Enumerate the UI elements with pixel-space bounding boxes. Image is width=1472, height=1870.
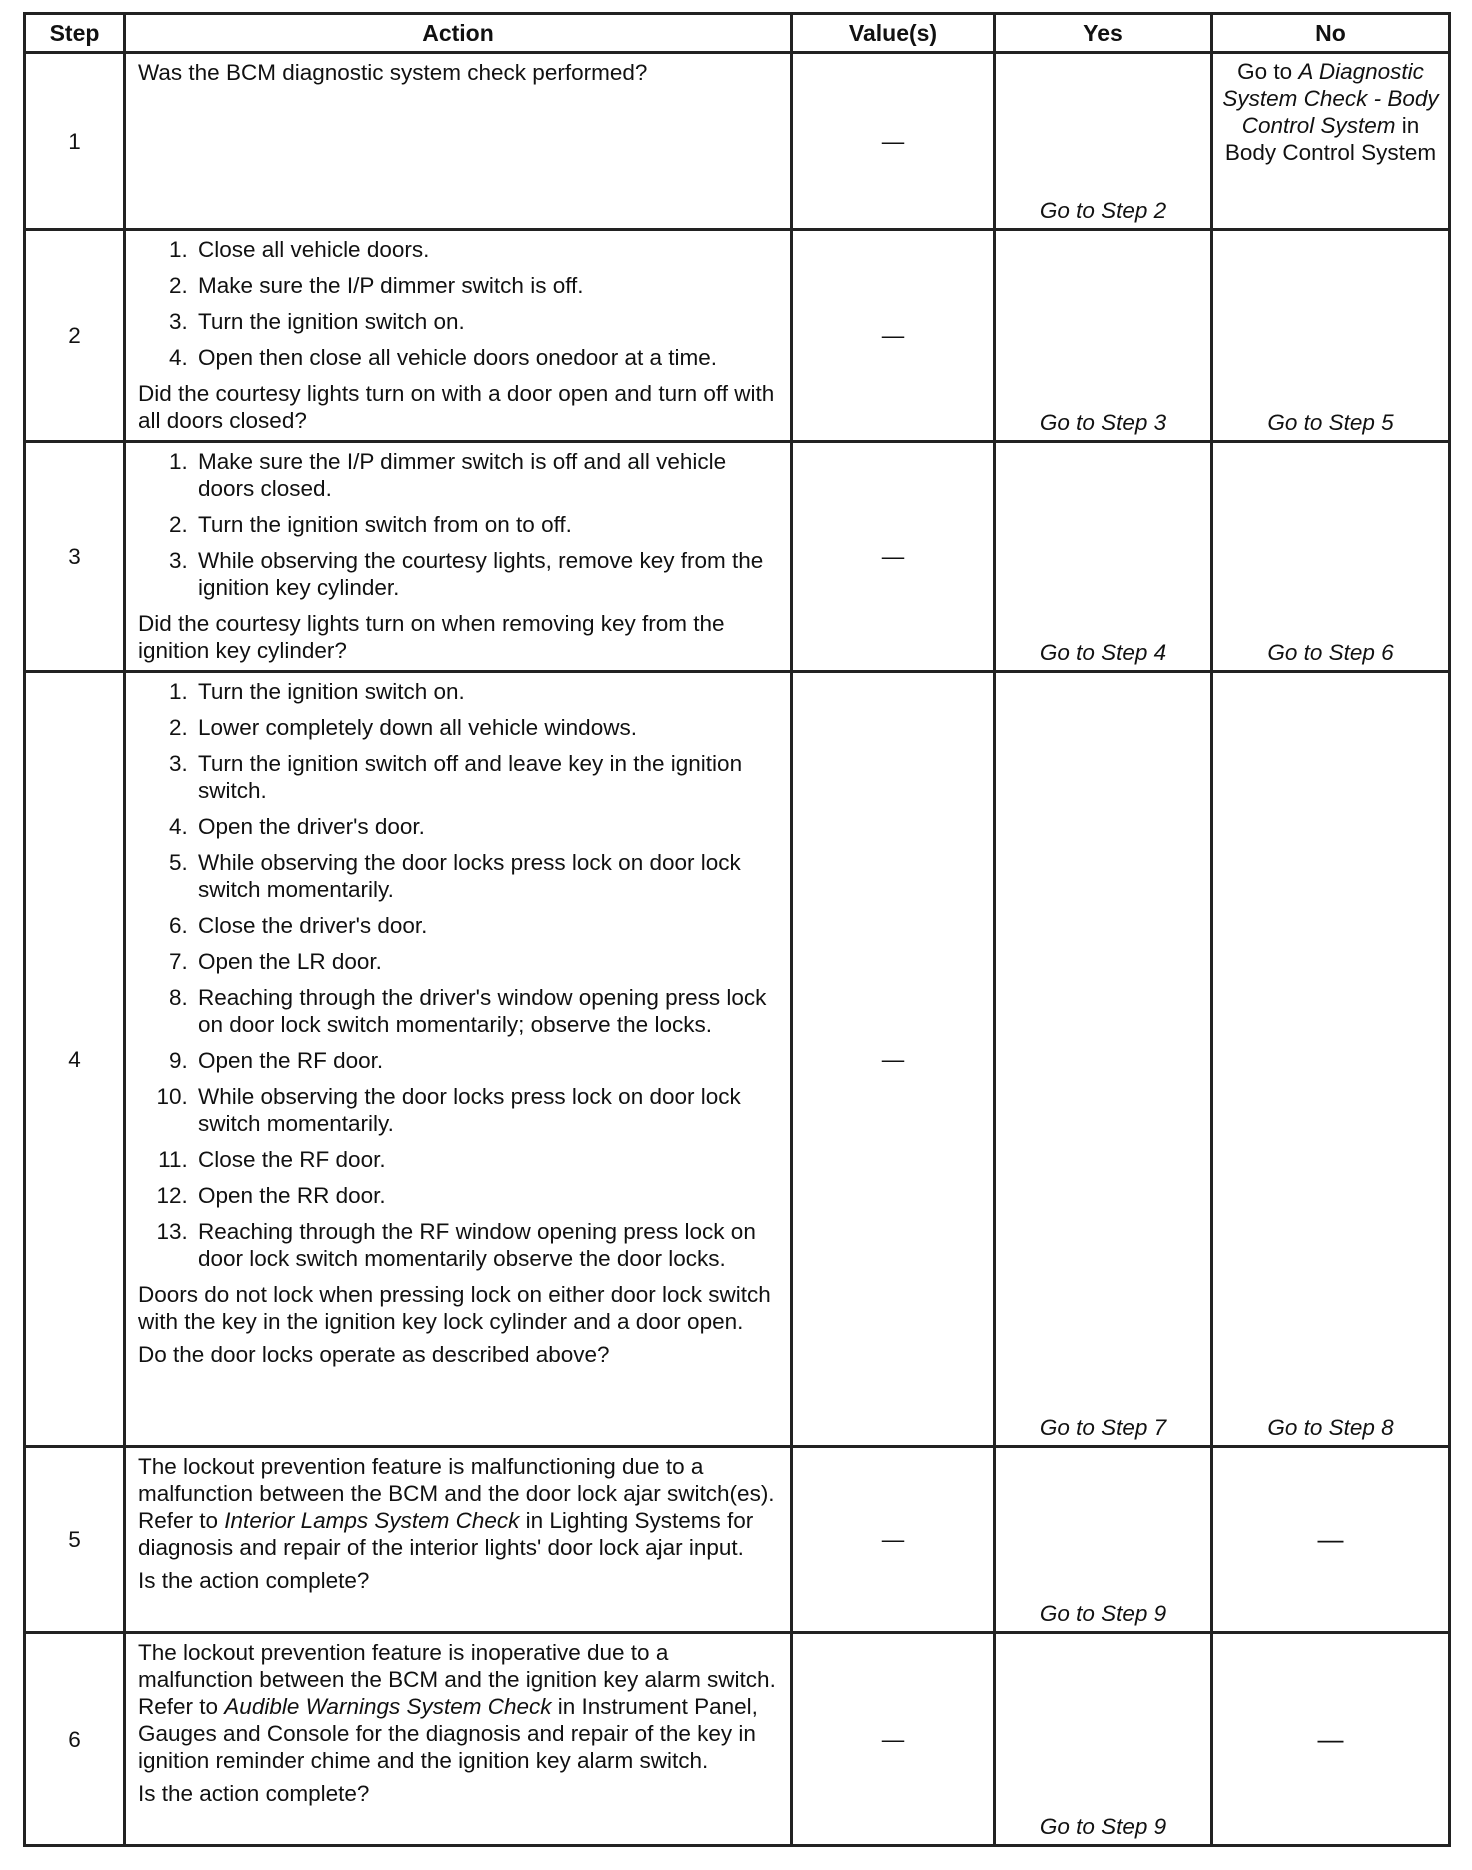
step-number: 6 <box>25 1633 125 1846</box>
question-text: Do the door locks operate as described above? <box>138 1342 610 1367</box>
yes-cell: Go to Step 9 <box>995 1447 1212 1633</box>
table-row <box>25 230 1450 442</box>
list-item: 4. Open the driver's door. <box>194 813 778 840</box>
list-item: 1. Make sure the I/P dimmer switch is off and all vehicle doors closed. <box>194 448 778 502</box>
list-item: 5. While observing the door locks press lock on door lock switch momentarily. <box>194 849 778 903</box>
yes-cell: Go to Step 7 <box>995 672 1212 1447</box>
list-item: 13. Reaching through the RF window opening press lock on door lock switch momentarily observe the door locks. <box>194 1218 778 1272</box>
no-suffix: in Body Control System <box>1224 113 1437 165</box>
header-yes: Yes <box>995 14 1212 53</box>
no-prefix: Go to <box>1237 59 1299 84</box>
diagnostic-table <box>23 12 1451 1847</box>
instruction-text <box>138 1453 778 1561</box>
question-text: Was the BCM diagnostic system check performed? <box>138 60 648 85</box>
list-item: 1. Close all vehicle doors. <box>194 236 778 263</box>
table-row <box>25 672 1450 1447</box>
question-text: Is the action complete? <box>138 1568 370 1593</box>
question-text: Did the courtesy lights turn on with a door open and turn off with all doors closed? <box>138 381 775 433</box>
list-item: 10. While observing the door locks press lock on door lock switch momentarily. <box>194 1083 778 1137</box>
list-item: 1. Turn the ignition switch on. <box>194 678 778 705</box>
list-item: 7. Open the LR door. <box>194 948 778 975</box>
list-item: 2. Turn the ignition switch from on to off. <box>194 511 778 538</box>
step-number: 2 <box>25 230 125 442</box>
yes-cell: Go to Step 3 <box>995 230 1212 442</box>
instruction-list <box>138 448 778 601</box>
list-item: 2. Make sure the I/P dimmer switch is off. <box>194 272 778 299</box>
no-cell: — <box>1212 1633 1450 1846</box>
list-item: 3. While observing the courtesy lights, remove key from the ignition key cylinder. <box>194 547 778 601</box>
action-cell <box>125 53 792 230</box>
list-item: 4. Open then close all vehicle doors onedoor at a time. <box>194 344 778 371</box>
question-text: Is the action complete? <box>138 1781 370 1806</box>
step-number: 5 <box>25 1447 125 1633</box>
action-cell <box>125 672 792 1447</box>
action-cell <box>125 1447 792 1633</box>
step-number: 4 <box>25 672 125 1447</box>
no-cell: Go to Step 6 <box>1212 442 1450 672</box>
table-row <box>25 1633 1450 1846</box>
question-text: Did the courtesy lights turn on when removing key from the ignition key cylinder? <box>138 611 725 663</box>
table-row <box>25 1447 1450 1633</box>
value-cell: — <box>792 1633 995 1846</box>
header-step: Step <box>25 14 125 53</box>
no-cell: — <box>1212 1447 1450 1633</box>
yes-cell: Go to Step 2 <box>995 53 1212 230</box>
list-item: 3. Turn the ignition switch on. <box>194 308 778 335</box>
table-row <box>25 53 1450 230</box>
yes-cell: Go to Step 4 <box>995 442 1212 672</box>
instruction-list <box>138 678 778 1272</box>
list-item: 11. Close the RF door. <box>194 1146 778 1173</box>
action-cell <box>125 442 792 672</box>
no-link-title: A Diagnostic System Check - Body Control System <box>1222 59 1439 138</box>
header-row <box>25 14 1450 53</box>
list-item: 6. Close the driver's door. <box>194 912 778 939</box>
list-item: 2. Lower completely down all vehicle windows. <box>194 714 778 741</box>
step-number: 3 <box>25 442 125 672</box>
header-values: Value(s) <box>792 14 995 53</box>
value-cell: — <box>792 230 995 442</box>
instruction-text <box>138 1639 778 1774</box>
text-part: in Instrument Panel, Gauges and Console for the diagnosis and repair of the key in ignition reminder chime and the ignition key alarm switch. <box>138 1694 758 1773</box>
value-cell: — <box>792 1447 995 1633</box>
reference-title: Audible Warnings System Check <box>224 1694 552 1719</box>
action-cell <box>125 230 792 442</box>
value-cell: — <box>792 442 995 672</box>
list-item: 9. Open the RF door. <box>194 1047 778 1074</box>
text-part: in Lighting Systems for diagnosis and repair of the interior lights' door lock ajar input. <box>138 1508 754 1560</box>
action-cell <box>125 1633 792 1846</box>
value-cell: — <box>792 53 995 230</box>
step-number: 1 <box>25 53 125 230</box>
yes-cell: Go to Step 9 <box>995 1633 1212 1846</box>
note-text: Doors do not lock when pressing lock on either door lock switch with the key in the ignition key lock cylinder and a door open. <box>138 1282 771 1334</box>
table-row <box>25 442 1450 672</box>
no-cell: Go to Step 8 <box>1212 672 1450 1447</box>
list-item: 3. Turn the ignition switch off and leave key in the ignition switch. <box>194 750 778 804</box>
header-action: Action <box>125 14 792 53</box>
text-part: The lockout prevention feature is inoperative due to a malfunction between the BCM and the ignition key alarm switch. Refer to <box>138 1640 776 1719</box>
list-item: 12. Open the RR door. <box>194 1182 778 1209</box>
instruction-list <box>138 236 778 371</box>
header-no: No <box>1212 14 1450 53</box>
text-part: The lockout prevention feature is malfunctioning due to a malfunction between the BCM and the door lock ajar switch(es). Refer to <box>138 1454 775 1533</box>
reference-title: Interior Lamps System Check <box>224 1508 520 1533</box>
value-cell: — <box>792 672 995 1447</box>
list-item: 8. Reaching through the driver's window opening press lock on door lock switch momentarily; observe the locks. <box>194 984 778 1038</box>
no-cell <box>1212 53 1450 230</box>
no-cell: Go to Step 5 <box>1212 230 1450 442</box>
